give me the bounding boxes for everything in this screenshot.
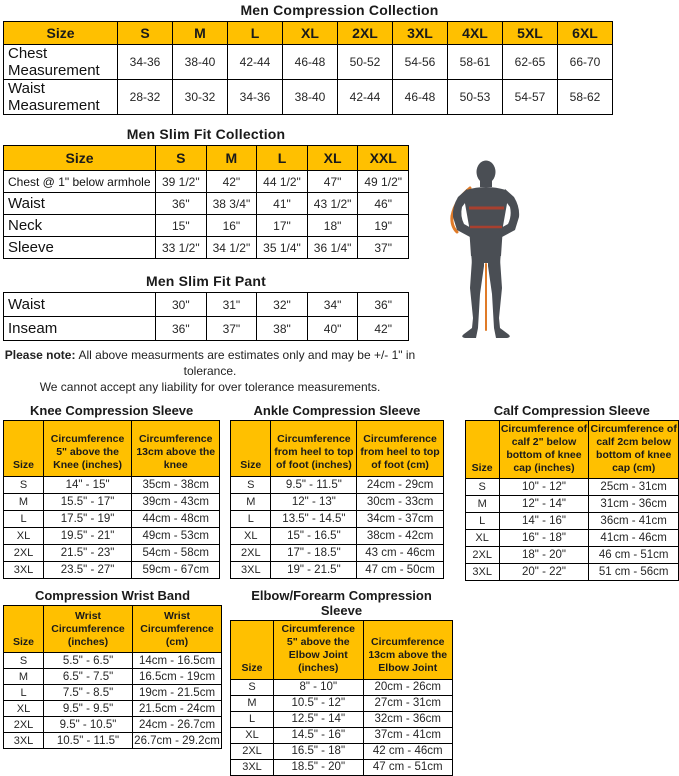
column-header: Size <box>231 621 274 680</box>
value-cell: 44cm - 48cm <box>132 510 220 527</box>
size-cell: S <box>231 476 271 493</box>
value-cell: 47" <box>307 171 358 193</box>
table-row <box>465 547 678 564</box>
value-cell: 46-48 <box>283 45 338 80</box>
size-cell: M <box>4 669 44 685</box>
row-label: Neck <box>4 215 156 237</box>
value-cell: 32cm - 36cm <box>363 711 453 727</box>
knee-sleeve-table <box>3 420 220 579</box>
figure-neck <box>480 179 492 187</box>
value-cell: 17" <box>257 215 308 237</box>
value-cell: 5.5" - 6.5" <box>44 653 133 669</box>
table-row <box>4 171 409 193</box>
value-cell: 19.5" - 21" <box>44 527 132 544</box>
column-header: Circumference of calf 2" below bottom of knee cap (inches) <box>499 420 589 479</box>
value-cell: 30-32 <box>173 80 228 115</box>
calf-sleeve-section <box>465 403 679 582</box>
table-row <box>4 685 222 701</box>
men-slim-fit-table <box>3 145 409 259</box>
figure-right-leg <box>488 259 510 338</box>
size-cell: 3XL <box>465 564 499 581</box>
size-cell: 2XL <box>4 544 44 561</box>
value-cell: 17" - 18.5" <box>271 544 357 561</box>
value-cell: 49 1/2" <box>358 171 409 193</box>
value-cell: 18.5" - 20" <box>274 759 364 775</box>
calf-sleeve-table <box>465 420 679 582</box>
size-cell: S <box>4 476 44 493</box>
value-cell: 38" <box>257 317 308 341</box>
value-cell: 44 1/2" <box>257 171 308 193</box>
row-label: Waist <box>4 293 156 317</box>
value-cell: 6.5" - 7.5" <box>44 669 133 685</box>
size-cell: L <box>465 513 499 530</box>
header-row <box>231 621 453 680</box>
table-row <box>465 496 678 513</box>
table-row <box>231 743 453 759</box>
size-cell: XL <box>4 527 44 544</box>
column-header: Circumference 5" above the Elbow Joint (inches) <box>274 621 364 680</box>
value-cell: 30" <box>156 293 207 317</box>
compression-table-title: Men Compression Collection <box>240 2 439 18</box>
table-row <box>4 476 220 493</box>
tolerance-note-line1 <box>0 347 420 379</box>
value-cell: 27cm - 31cm <box>363 695 453 711</box>
table-row <box>231 561 443 578</box>
table-row <box>231 510 443 527</box>
column-header: Size <box>465 420 499 479</box>
value-cell: 16" - 18" <box>499 530 589 547</box>
value-cell: 59cm - 67cm <box>132 561 220 578</box>
value-cell: 16.5cm - 19cm <box>133 669 222 685</box>
value-cell: 8" - 10" <box>274 679 364 695</box>
table-row <box>231 695 453 711</box>
header-row <box>231 420 443 476</box>
value-cell: 31cm - 36cm <box>589 496 679 513</box>
value-cell: 36" <box>156 193 207 215</box>
value-cell: 14" - 15" <box>44 476 132 493</box>
figure-column <box>412 126 679 396</box>
value-cell: 12" - 13" <box>271 493 357 510</box>
value-cell: 18" - 20" <box>499 547 589 564</box>
value-cell: 47 cm - 51cm <box>363 759 453 775</box>
sleeve-tables-row <box>3 403 679 582</box>
value-cell: 12" - 14" <box>499 496 589 513</box>
knee-sleeve-section <box>3 403 220 582</box>
value-cell: 9.5" - 11.5" <box>271 476 357 493</box>
value-cell: 16.5" - 18" <box>274 743 364 759</box>
table-row <box>465 479 678 496</box>
value-cell: 24cm - 26.7cm <box>133 717 222 733</box>
value-cell: 23.5" - 27" <box>44 561 132 578</box>
value-cell: 50-53 <box>448 80 503 115</box>
size-cell: 2XL <box>231 544 271 561</box>
value-cell: 15" - 16.5" <box>271 527 357 544</box>
size-cell: M <box>231 493 271 510</box>
table-row <box>4 561 220 578</box>
table-row <box>4 80 613 115</box>
value-cell: 26.7cm - 29.2cm <box>134 734 220 747</box>
value-cell: 42 cm - 46cm <box>363 743 453 759</box>
value-cell: 54-57 <box>503 80 558 115</box>
table-row <box>231 679 453 695</box>
value-cell: 34-36 <box>118 45 173 80</box>
value-cell: 20cm - 26cm <box>363 679 453 695</box>
value-cell: 39 1/2" <box>156 171 207 193</box>
value-cell: 19" <box>358 215 409 237</box>
value-cell: 30cm - 33cm <box>357 493 443 510</box>
size-cell: 3XL <box>231 759 274 775</box>
size-cell: L <box>4 510 44 527</box>
value-cell: 41cm - 46cm <box>589 530 679 547</box>
elbow-sleeve-section <box>230 588 453 776</box>
value-cell: 34 1/2" <box>206 237 257 259</box>
table-row <box>4 45 613 80</box>
value-cell: 62-65 <box>503 45 558 80</box>
size-cell: S <box>465 479 499 496</box>
value-cell: 31" <box>206 293 257 317</box>
value-cell: 14.5" - 16" <box>274 727 364 743</box>
value-cell: 15" <box>156 215 207 237</box>
value-cell: 9.5" - 10.5" <box>44 717 133 733</box>
size-cell: L <box>231 510 271 527</box>
value-cell: 15.5" - 17" <box>44 493 132 510</box>
value-cell: 42-44 <box>338 80 393 115</box>
column-header: 3XL <box>393 22 448 45</box>
value-cell: 49cm - 53cm <box>132 527 220 544</box>
table-row <box>231 493 443 510</box>
size-cell: 3XL <box>4 561 44 578</box>
column-header: 4XL <box>448 22 503 45</box>
column-header: M <box>173 22 228 45</box>
value-cell: 42" <box>206 171 257 193</box>
value-cell: 37" <box>358 237 409 259</box>
column-header: Circumference from heel to top of foot (inches) <box>271 420 357 476</box>
value-cell: 54-56 <box>393 45 448 80</box>
header-row <box>4 22 613 45</box>
value-cell: 42" <box>358 317 409 341</box>
column-header: Circumference of calf 2cm below bottom of knee cap (cm) <box>589 420 679 479</box>
column-header: Size <box>4 606 44 653</box>
value-cell: 25cm - 31cm <box>589 479 679 496</box>
column-header: M <box>206 146 257 171</box>
elbow-sleeve-title: Elbow/Forearm Compression Sleeve <box>251 588 432 619</box>
row-label: Waist Measurement <box>4 80 118 115</box>
column-header: Size <box>4 420 44 476</box>
value-cell: 20" - 22" <box>499 564 589 581</box>
value-cell: 17.5" - 19" <box>44 510 132 527</box>
table-row <box>4 653 222 669</box>
header-row <box>4 606 222 653</box>
size-cell: M <box>4 493 44 510</box>
value-cell: 34" <box>307 293 358 317</box>
value-cell: 21.5" - 23" <box>44 544 132 561</box>
column-header: XXL <box>358 146 409 171</box>
value-cell: 32" <box>257 293 308 317</box>
ankle-sleeve-title: Ankle Compression Sleeve <box>253 402 421 418</box>
size-cell: 2XL <box>4 717 44 733</box>
column-header: Circumference from heel to top of foot (cm) <box>357 420 443 476</box>
column-header: 6XL <box>558 22 613 45</box>
value-cell: 10.5" - 11.5" <box>44 733 133 749</box>
table-row <box>4 215 409 237</box>
value-cell: 14" - 16" <box>499 513 589 530</box>
value-cell: 41" <box>257 193 308 215</box>
size-cell: M <box>465 496 499 513</box>
column-header: Circumference 5" above the Knee (inches) <box>44 420 132 476</box>
table-row <box>4 669 222 685</box>
column-header: L <box>228 22 283 45</box>
value-cell: 46 cm - 51cm <box>589 547 679 564</box>
value-cell: 12.5" - 14" <box>274 711 364 727</box>
value-cell: 28-32 <box>118 80 173 115</box>
row-label: Chest Measurement <box>4 45 118 80</box>
size-cell: L <box>4 685 44 701</box>
row-label: Inseam <box>4 317 156 341</box>
value-cell: 43 cm - 46cm <box>357 544 443 561</box>
column-header: 2XL <box>338 22 393 45</box>
table-row <box>4 510 220 527</box>
wrist-band-table <box>3 605 222 749</box>
value-cell: 58-61 <box>448 45 503 80</box>
table-row <box>231 476 443 493</box>
male-silhouette-figure <box>440 160 532 340</box>
slim-fit-pant-title: Men Slim Fit Pant <box>145 273 267 289</box>
row-label: Waist <box>4 193 156 215</box>
slim-fit-section <box>0 126 679 396</box>
table-row <box>4 237 409 259</box>
column-header: Wrist Circumference (cm) <box>133 606 222 653</box>
ankle-sleeve-table <box>230 420 443 579</box>
column-header: Wrist Circumference (inches) <box>44 606 133 653</box>
value-cell: 47 cm - 50cm <box>357 561 443 578</box>
slim-fit-table-title: Men Slim Fit Collection <box>126 126 286 142</box>
column-header: Circumference 13cm above the Elbow Joint <box>363 621 453 680</box>
table-row <box>4 527 220 544</box>
value-cell: 10" - 12" <box>499 479 589 496</box>
men-slim-fit-pant-table <box>3 292 409 341</box>
value-cell: 13.5" - 14.5" <box>271 510 357 527</box>
value-cell: 50-52 <box>338 45 393 80</box>
value-cell: 38-40 <box>173 45 228 80</box>
value-cell: 7.5" - 8.5" <box>44 685 133 701</box>
size-cell: S <box>231 679 274 695</box>
wrist-band-title: Compression Wrist Band <box>34 588 191 604</box>
value-cell: 36" <box>358 293 409 317</box>
table-row <box>231 711 453 727</box>
column-header: L <box>257 146 308 171</box>
value-cell: 38cm - 42cm <box>357 527 443 544</box>
tolerance-note-text: All above measurments are estimates only and may be +/- 1" in tolerance. <box>78 348 416 379</box>
table-row <box>4 317 409 341</box>
column-header: S <box>156 146 207 171</box>
value-cell: 51 cm - 56cm <box>589 564 679 581</box>
table-row <box>465 564 678 581</box>
row-label: Chest @ 1" below armhole <box>4 171 156 193</box>
value-cell: 35 1/4" <box>257 237 308 259</box>
value-cell: 37" <box>206 317 257 341</box>
size-cell: XL <box>231 727 274 743</box>
value-cell: 38 3/4" <box>206 193 257 215</box>
value-cell: 54cm - 58cm <box>132 544 220 561</box>
table-row <box>4 293 409 317</box>
value-cell: 66-70 <box>558 45 613 80</box>
tolerance-note-line2: We cannot accept any liability for over tolerance measurements. <box>39 380 381 395</box>
table-row <box>4 493 220 510</box>
table-row <box>465 513 678 530</box>
column-header: Size <box>231 420 271 476</box>
value-cell: 39cm - 43cm <box>132 493 220 510</box>
size-cell: S <box>4 653 44 669</box>
calf-sleeve-title: Calf Compression Sleeve <box>493 402 650 418</box>
value-cell: 43 1/2" <box>307 193 358 215</box>
column-header: S <box>118 22 173 45</box>
slim-fit-tables-column <box>0 126 416 396</box>
value-cell: 37cm - 41cm <box>363 727 453 743</box>
size-cell: XL <box>231 527 271 544</box>
value-cell: 10.5" - 12" <box>274 695 364 711</box>
value-cell: 21.5cm - 24cm <box>133 701 222 717</box>
value-cell: 19" - 21.5" <box>271 561 357 578</box>
value-cell: 58-62 <box>558 80 613 115</box>
value-cell: 46" <box>358 193 409 215</box>
value-cell: 19cm - 21.5cm <box>133 685 222 701</box>
men-compression-table <box>3 21 613 115</box>
bottom-tables-row <box>3 588 679 776</box>
value-cell: 16" <box>206 215 257 237</box>
value-cell: 36cm - 41cm <box>589 513 679 530</box>
value-cell: 33 1/2" <box>156 237 207 259</box>
value-cell: 9.5" - 9.5" <box>44 701 133 717</box>
size-cell: L <box>231 711 274 727</box>
size-cell: XL <box>465 530 499 547</box>
column-header: Size <box>4 146 156 171</box>
knee-sleeve-title: Knee Compression Sleeve <box>29 402 194 418</box>
tolerance-note <box>0 347 420 396</box>
figure-left-leg <box>462 259 484 338</box>
column-header: Size <box>4 22 118 45</box>
size-cell: 2XL <box>465 547 499 564</box>
header-row <box>4 420 220 476</box>
value-cell: 14cm - 16.5cm <box>133 653 222 669</box>
size-cell: M <box>231 695 274 711</box>
table-row <box>4 544 220 561</box>
tolerance-note-bold: Please note: <box>4 348 76 362</box>
size-cell: 3XL <box>4 733 44 749</box>
table-row <box>4 717 222 733</box>
figure-torso <box>464 187 508 256</box>
row-label: Sleeve <box>4 237 156 259</box>
column-header: Circumference 13cm above the knee <box>132 420 220 476</box>
table-row <box>4 701 222 717</box>
ankle-sleeve-section <box>230 403 443 582</box>
column-header: XL <box>283 22 338 45</box>
value-cell: 18" <box>307 215 358 237</box>
table-row <box>231 544 443 561</box>
value-cell: 40" <box>307 317 358 341</box>
table-row <box>4 193 409 215</box>
column-header: XL <box>307 146 358 171</box>
value-cell: 35cm - 38cm <box>132 476 220 493</box>
wrist-band-section <box>3 588 222 776</box>
value-cell: 36" <box>156 317 207 341</box>
value-cell: 34cm - 37cm <box>357 510 443 527</box>
table-row <box>231 727 453 743</box>
value-cell: 42-44 <box>228 45 283 80</box>
size-cell: XL <box>4 701 44 717</box>
size-cell: 2XL <box>231 743 274 759</box>
table-row <box>231 759 453 775</box>
value-cell: 36 1/4" <box>307 237 358 259</box>
header-row <box>465 420 678 479</box>
size-cell: 3XL <box>231 561 271 578</box>
table-row <box>231 527 443 544</box>
value-cell: 34-36 <box>228 80 283 115</box>
header-row <box>4 146 409 171</box>
column-header: 5XL <box>503 22 558 45</box>
value-cell: 24cm - 29cm <box>357 476 443 493</box>
table-row <box>465 530 678 547</box>
value-cell: 46-48 <box>393 80 448 115</box>
value-cell: 38-40 <box>283 80 338 115</box>
table-row <box>4 733 222 749</box>
